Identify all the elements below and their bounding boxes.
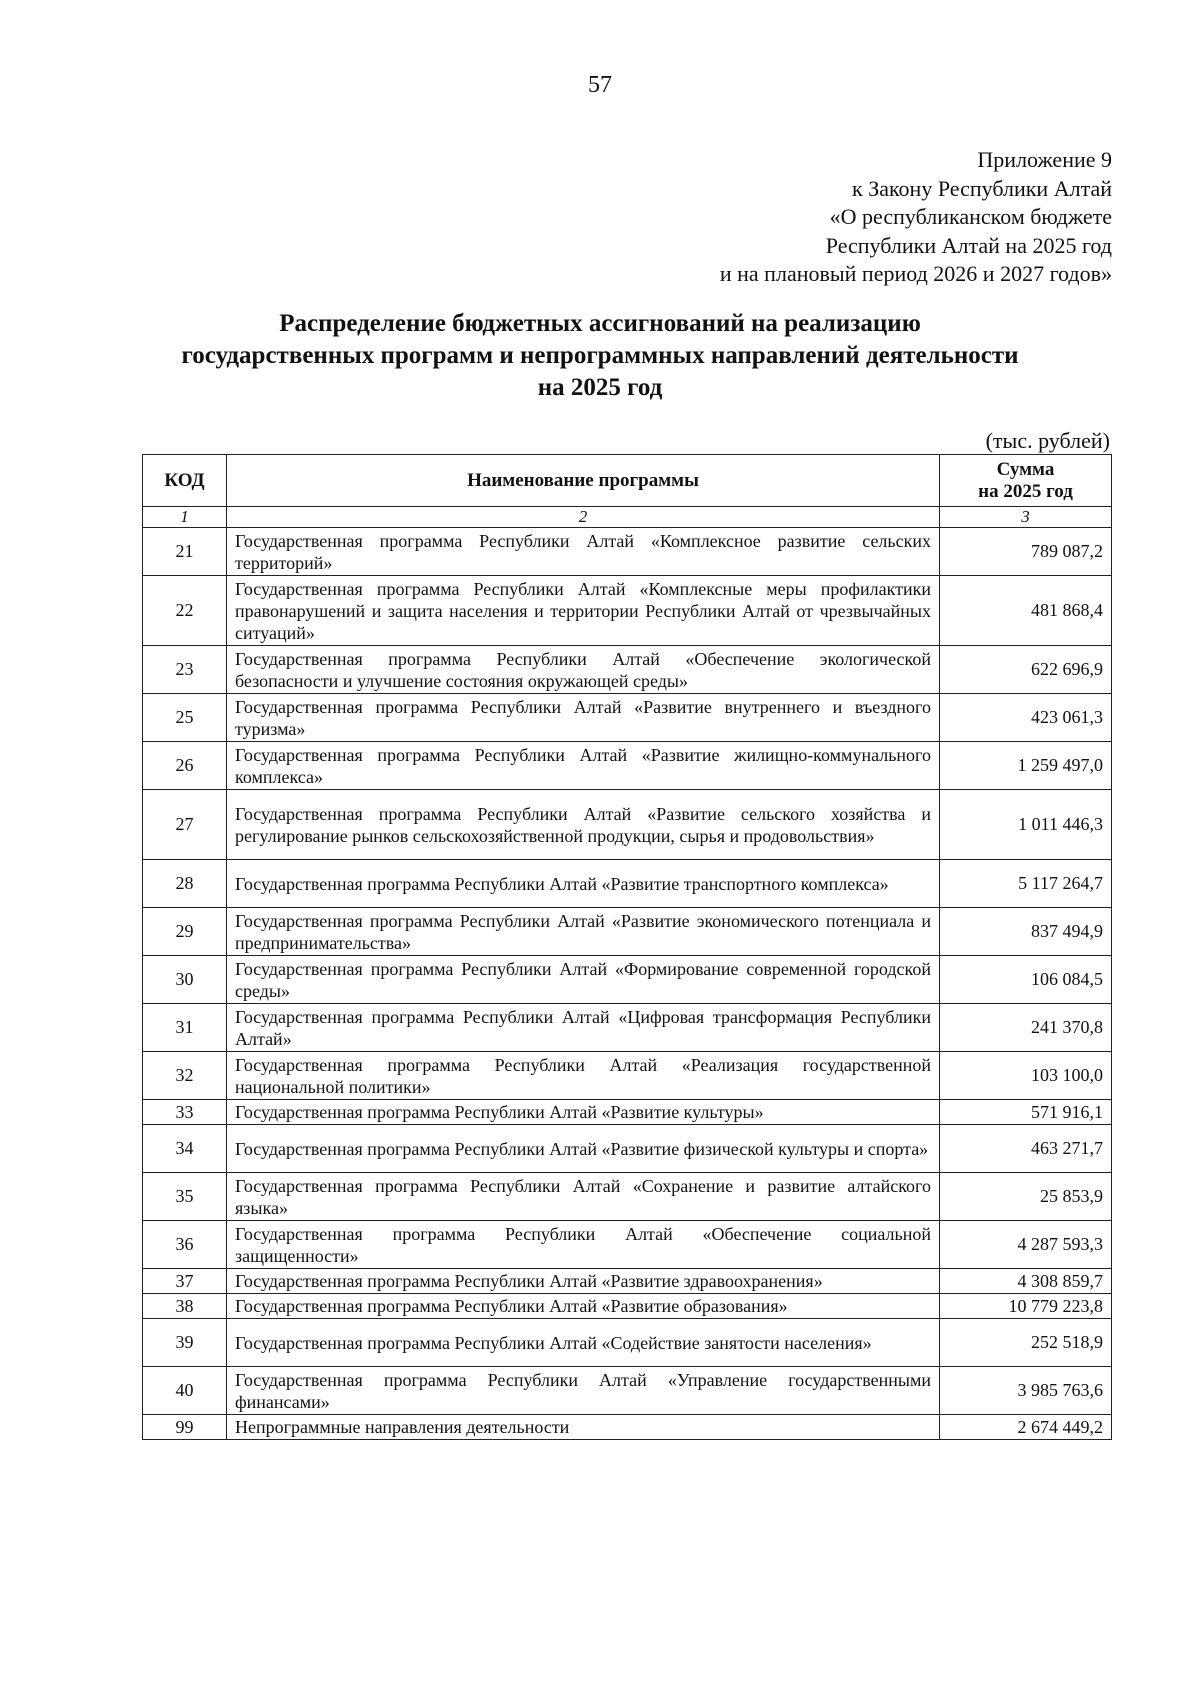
row-sum: 1 011 446,3 — [940, 790, 1112, 860]
row-name: Государственная программа Республики Алтай «Развитие здравоохранения» — [227, 1269, 940, 1294]
title-line: на 2025 год — [537, 374, 663, 401]
table-row — [143, 1319, 1112, 1367]
table-row — [143, 1052, 1112, 1100]
table-row — [143, 790, 1112, 860]
row-sum: 622 696,9 — [940, 646, 1112, 694]
title-line: государственных программ и непрограммных направлений деятельности — [181, 342, 1019, 369]
appendix-line: «О республиканском бюджете — [829, 204, 1112, 229]
table-row — [143, 742, 1112, 790]
row-name: Государственная программа Республики Алтай «Обеспечение социальной защищенности» — [227, 1221, 940, 1269]
row-name: Государственная программа Республики Алтай «Развитие культуры» — [227, 1100, 940, 1125]
row-sum: 2 674 449,2 — [940, 1415, 1112, 1440]
row-code: 23 — [143, 646, 227, 694]
header-name: Наименование программы — [227, 455, 940, 507]
table-header-row — [143, 455, 1112, 507]
row-code: 36 — [143, 1221, 227, 1269]
page-number: 57 — [588, 72, 612, 98]
table-row — [143, 1415, 1112, 1440]
table-row — [143, 1221, 1112, 1269]
row-code: 25 — [143, 694, 227, 742]
row-code: 40 — [143, 1367, 227, 1415]
row-sum: 4 308 859,7 — [940, 1269, 1112, 1294]
row-sum: 241 370,8 — [940, 1004, 1112, 1052]
row-name: Государственная программа Республики Алтай «Развитие внутреннего и въездного туризма» — [227, 694, 940, 742]
row-code: 33 — [143, 1100, 227, 1125]
row-sum: 252 518,9 — [940, 1319, 1112, 1367]
table-row — [143, 1173, 1112, 1221]
row-name: Государственная программа Республики Алтай «Управление государственными финансами» — [227, 1367, 940, 1415]
row-code: 37 — [143, 1269, 227, 1294]
row-name: Государственная программа Республики Алтай «Комплексное развитие сельских территорий» — [227, 528, 940, 576]
row-name: Государственная программа Республики Алтай «Цифровая трансформация Республики Алтай» — [227, 1004, 940, 1052]
table-row — [143, 1004, 1112, 1052]
row-sum: 106 084,5 — [940, 956, 1112, 1004]
row-code: 22 — [143, 576, 227, 646]
budget-table — [142, 454, 1112, 1440]
title-line: Распределение бюджетных ассигнований на реализацию — [279, 310, 921, 337]
header-sum — [940, 455, 1112, 507]
row-code: 29 — [143, 908, 227, 956]
appendix-line: к Закону Республики Алтай — [852, 175, 1112, 201]
table-row — [143, 956, 1112, 1004]
header-sum-line: на 2025 год — [978, 480, 1073, 502]
row-code: 39 — [143, 1319, 227, 1367]
table-row — [143, 646, 1112, 694]
row-code: 30 — [143, 956, 227, 1004]
row-sum: 103 100,0 — [940, 1052, 1112, 1100]
row-name: Непрограммные направления деятельности — [227, 1415, 940, 1440]
row-sum: 5 117 264,7 — [940, 860, 1112, 908]
row-sum: 571 916,1 — [940, 1100, 1112, 1125]
row-name: Государственная программа Республики Алтай «Сохранение и развитие алтайского языка» — [227, 1173, 940, 1221]
table-row — [143, 1269, 1112, 1294]
row-sum: 25 853,9 — [940, 1173, 1112, 1221]
units-label: (тыс. рублей) — [985, 428, 1110, 453]
row-name: Государственная программа Республики Алтай «Развитие сельского хозяйства и регулирование рынков сельскохозяйственной продукции, сырья и продовольствия» — [227, 790, 940, 860]
table-row — [143, 694, 1112, 742]
header-code: КОД — [143, 455, 227, 507]
table-row — [143, 1125, 1112, 1173]
row-code: 34 — [143, 1125, 227, 1173]
row-name: Государственная программа Республики Алтай «Развитие экономического потенциала и предпринимательства» — [227, 908, 940, 956]
appendix-note — [720, 146, 1112, 289]
row-code: 35 — [143, 1173, 227, 1221]
row-name: Государственная программа Республики Алтай «Развитие транспортного комплекса» — [227, 860, 940, 908]
row-code: 28 — [143, 860, 227, 908]
column-number: 2 — [227, 507, 940, 528]
row-name: Государственная программа Республики Алтай «Формирование современной городской среды» — [227, 956, 940, 1004]
column-number-row — [143, 507, 1112, 528]
row-name: Государственная программа Республики Алтай «Развитие жилищно-коммунального комплекса» — [227, 742, 940, 790]
table-row — [143, 908, 1112, 956]
row-sum: 789 087,2 — [940, 528, 1112, 576]
column-number: 1 — [143, 507, 227, 528]
row-code: 99 — [143, 1415, 227, 1440]
table-row — [143, 860, 1112, 908]
table-row — [143, 1100, 1112, 1125]
appendix-line: и на плановый период 2026 и 2027 годов» — [719, 261, 1112, 286]
row-code: 32 — [143, 1052, 227, 1100]
row-sum: 10 779 223,8 — [940, 1294, 1112, 1319]
table-row — [143, 1367, 1112, 1415]
row-sum: 4 287 593,3 — [940, 1221, 1112, 1269]
row-code: 38 — [143, 1294, 227, 1319]
header-sum-line: Сумма — [996, 458, 1055, 480]
row-code: 31 — [143, 1004, 227, 1052]
table-body — [143, 528, 1112, 1440]
column-number: 3 — [940, 507, 1112, 528]
row-name: Государственная программа Республики Алтай «Комплексные меры профилактики правонарушений и защита населения и территории Республики Алтай от чрезвычайных ситуаций» — [227, 576, 940, 646]
row-sum: 837 494,9 — [940, 908, 1112, 956]
row-sum: 481 868,4 — [940, 576, 1112, 646]
row-name: Государственная программа Республики Алтай «Обеспечение экологической безопасности и улучшение состояния окружающей среды» — [227, 646, 940, 694]
row-sum: 463 271,7 — [940, 1125, 1112, 1173]
row-code: 21 — [143, 528, 227, 576]
row-name: Государственная программа Республики Алтай «Развитие физической культуры и спорта» — [227, 1125, 940, 1173]
row-code: 27 — [143, 790, 227, 860]
table-row — [143, 1294, 1112, 1319]
row-sum: 1 259 497,0 — [940, 742, 1112, 790]
row-name: Государственная программа Республики Алтай «Содействие занятости населения» — [227, 1319, 940, 1367]
appendix-line: Республики Алтай на 2025 год — [825, 232, 1112, 258]
table-row — [143, 576, 1112, 646]
row-sum: 423 061,3 — [940, 694, 1112, 742]
table-row — [143, 528, 1112, 576]
row-name: Государственная программа Республики Алтай «Развитие образования» — [227, 1294, 940, 1319]
row-sum: 3 985 763,6 — [940, 1367, 1112, 1415]
row-name: Государственная программа Республики Алтай «Реализация государственной национальной политики» — [227, 1052, 940, 1100]
document-title — [0, 308, 1200, 404]
appendix-line: Приложение 9 — [977, 147, 1112, 172]
row-code: 26 — [143, 742, 227, 790]
